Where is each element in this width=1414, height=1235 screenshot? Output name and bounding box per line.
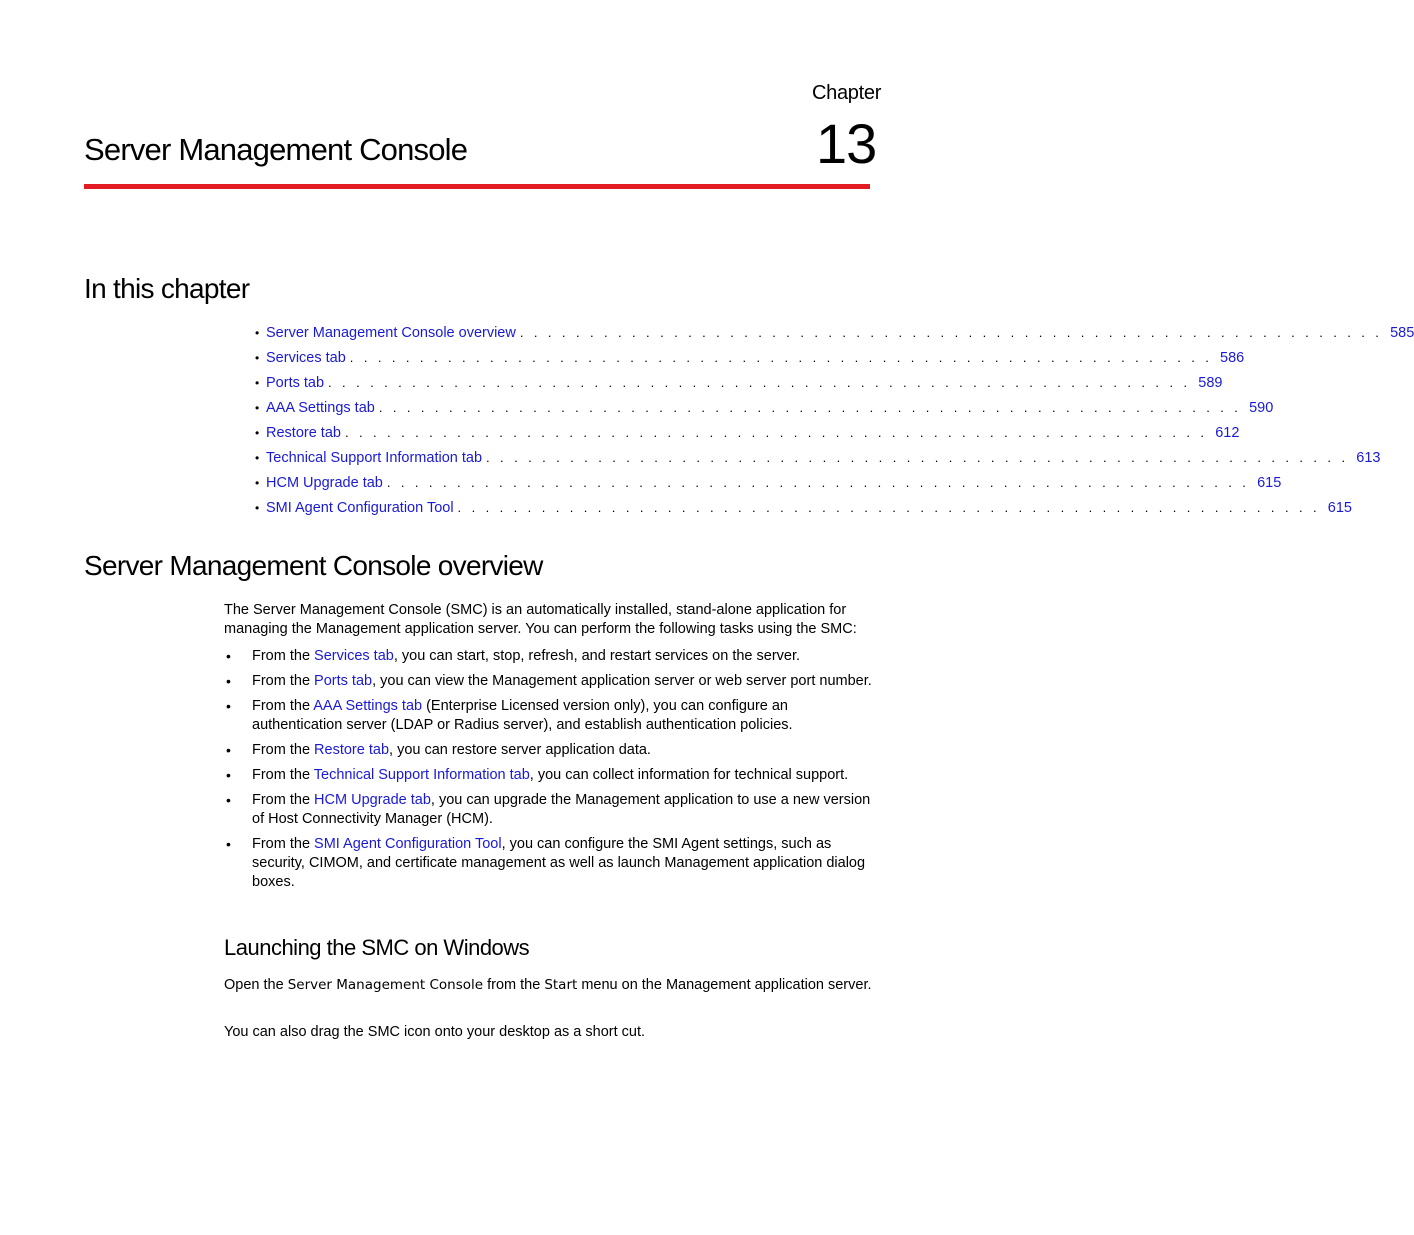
ui-term-smc: Server Management Console: [287, 977, 484, 993]
bullet-icon: •: [255, 475, 260, 490]
bullet-icon: •: [255, 500, 260, 515]
toc-link-aaa-settings-tab[interactable]: AAA Settings tab: [266, 399, 375, 416]
toc-item: [255, 445, 1381, 470]
toc-item: [255, 495, 1352, 520]
list-item: • From the SMI Agent Configuration Tool, you can configure the SMI Agent settings, such as security, CIMOM, and certificate management as well as launch Management application dialog boxes.: [226, 836, 866, 890]
list-item: • From the HCM Upgrade tab, you can upgrade the Management application to use a new version of Host Connectivity Manager (HCM).: [226, 792, 871, 827]
toc-leader: . . . . . . . . . . . . . . . . . . . . . . . . . . . . . . . . . . . . . . . . . . . . . . . . . . . . . . . . . . . . . .: [328, 375, 1191, 390]
toc-page-link[interactable]: 612: [1215, 424, 1240, 441]
ports-tab-link[interactable]: Ports tab: [314, 673, 373, 689]
restore-tab-link[interactable]: Restore tab: [314, 742, 390, 758]
list-item: • From the Ports tab, you can view the Management application server or web server port number.: [226, 673, 872, 689]
bullet-icon: •: [255, 375, 260, 390]
smi-agent-tool-link[interactable]: SMI Agent Configuration Tool: [314, 836, 502, 852]
list-item: • From the AAA Settings tab (Enterprise Licensed version only), you can configure an authentication server (LDAP or Radius server), and establish authentication policies.: [226, 698, 793, 733]
toc-item: [255, 320, 1414, 345]
hcm-upgrade-tab-link[interactable]: HCM Upgrade tab: [314, 792, 431, 808]
toc-page-link[interactable]: 585: [1390, 324, 1414, 341]
toc-item: [255, 370, 1223, 395]
launch-paragraph: Open the Server Management Console from the Start menu on the Management application server.: [224, 977, 872, 993]
toc-page-link[interactable]: 586: [1220, 349, 1245, 366]
toc-page-link[interactable]: 589: [1198, 374, 1223, 391]
bullet-icon: •: [226, 742, 231, 758]
toc-leader: . . . . . . . . . . . . . . . . . . . . . . . . . . . . . . . . . . . . . . . . . . . . . . . . . . . . . . . . . . . . . .: [519, 325, 1383, 340]
toc-page-link[interactable]: 613: [1356, 449, 1381, 466]
toc-item: [255, 470, 1282, 495]
bullet-icon: •: [255, 350, 260, 365]
chapter-number: 13: [816, 112, 877, 175]
chapter-rule: [84, 184, 870, 189]
list-item: • From the Technical Support Information tab, you can collect information for technical support.: [226, 767, 849, 783]
toc-item: [255, 395, 1274, 420]
bullet-icon: •: [255, 325, 260, 340]
bullet-icon: •: [255, 450, 260, 465]
toc-page-link[interactable]: 590: [1249, 399, 1274, 416]
toc-leader: . . . . . . . . . . . . . . . . . . . . . . . . . . . . . . . . . . . . . . . . . . . . . . . . . . . . . . . . . . . . . .: [486, 450, 1349, 465]
bullet-icon: •: [255, 425, 260, 440]
toc-item: [255, 420, 1240, 445]
bullet-icon: •: [226, 698, 231, 714]
overview-heading: Server Management Console overview: [84, 550, 543, 581]
toc-page-link[interactable]: 615: [1327, 499, 1352, 516]
toc-leader: . . . . . . . . . . . . . . . . . . . . . . . . . . . . . . . . . . . . . . . . . . . . . . . . . . . . . . . . . . . . . .: [349, 350, 1213, 365]
chapter-title: Server Management Console: [84, 132, 468, 167]
bullet-icon: •: [255, 400, 260, 415]
in-this-chapter-heading: In this chapter: [84, 273, 250, 304]
toc-leader: . . . . . . . . . . . . . . . . . . . . . . . . . . . . . . . . . . . . . . . . . . . . . . . . . . . . . . . . . . . . . .: [386, 475, 1250, 490]
toc-link-tech-support-tab[interactable]: Technical Support Information tab: [266, 449, 483, 466]
tech-support-tab-link[interactable]: Technical Support Information tab: [313, 767, 530, 783]
bullet-icon: •: [226, 767, 231, 783]
toc-link-smc-overview[interactable]: Server Management Console overview: [266, 324, 516, 341]
toc-item: [255, 345, 1245, 370]
bullet-icon: •: [226, 792, 231, 808]
list-item: • From the Services tab, you can start, stop, refresh, and restart services on the server.: [226, 648, 801, 664]
bullet-icon: •: [226, 648, 231, 664]
aaa-settings-tab-link[interactable]: AAA Settings tab: [313, 698, 423, 714]
chapter-label: Chapter: [812, 82, 882, 104]
toc-leader: . . . . . . . . . . . . . . . . . . . . . . . . . . . . . . . . . . . . . . . . . . . . . . . . . . . . . . . . . . . . . .: [344, 425, 1208, 440]
toc-link-ports-tab[interactable]: Ports tab: [266, 374, 325, 391]
toc-link-smi-agent-tool[interactable]: SMI Agent Configuration Tool: [266, 499, 454, 516]
task-list: [224, 647, 874, 898]
toc-page-link[interactable]: 615: [1257, 474, 1282, 491]
shortcut-paragraph: You can also drag the SMC icon onto your desktop as a short cut.: [224, 1024, 646, 1040]
toc-leader: . . . . . . . . . . . . . . . . . . . . . . . . . . . . . . . . . . . . . . . . . . . . . . . . . . . . . . . . . . . . . .: [457, 500, 1320, 515]
list-item: • From the Restore tab, you can restore server application data.: [226, 742, 651, 758]
bullet-icon: •: [226, 673, 231, 689]
toc-leader: . . . . . . . . . . . . . . . . . . . . . . . . . . . . . . . . . . . . . . . . . . . . . . . . . . . . . . . . . . . . . .: [378, 400, 1242, 415]
toc-link-hcm-upgrade-tab[interactable]: HCM Upgrade tab: [266, 474, 383, 491]
overview-intro: The Server Management Console (SMC) is an automatically installed, stand-alone application for managing the Management application server. You can perform the following tasks using the SMC:: [224, 602, 857, 637]
chapter-toc: [255, 320, 1414, 520]
services-tab-link[interactable]: Services tab: [314, 648, 394, 664]
toc-link-services-tab[interactable]: Services tab: [266, 349, 346, 366]
launching-heading: Launching the SMC on Windows: [224, 935, 530, 960]
ui-term-start: Start: [544, 977, 578, 993]
bullet-icon: •: [226, 836, 231, 852]
toc-link-restore-tab[interactable]: Restore tab: [266, 424, 341, 441]
